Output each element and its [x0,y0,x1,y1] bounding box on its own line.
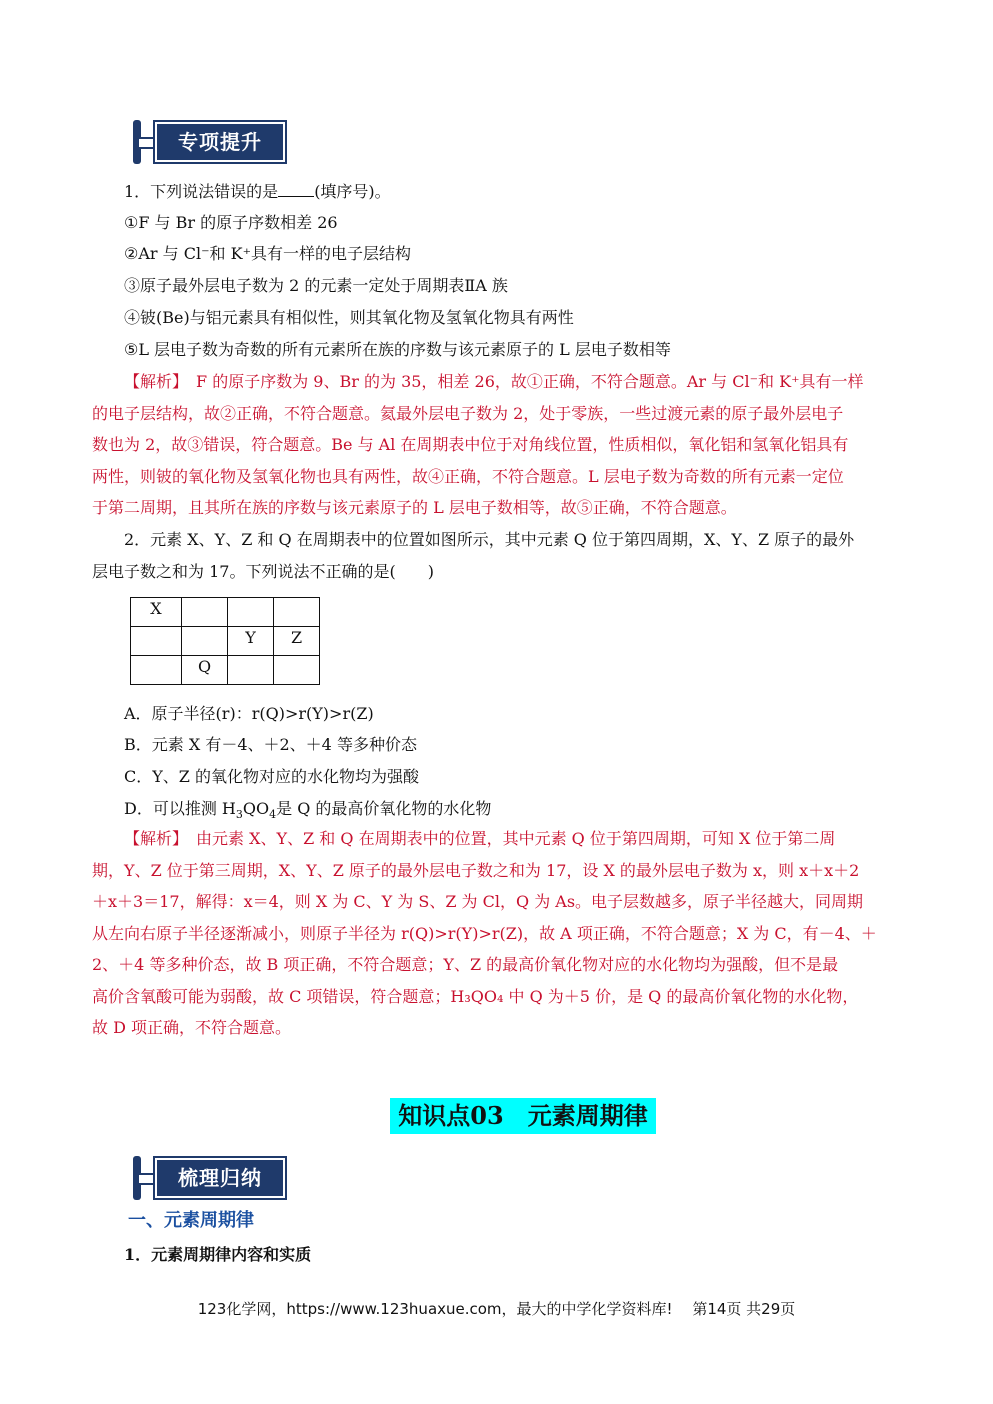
subsection-heading: 1．元素周期律内容和实质 [124,1245,312,1264]
q2-solution-line: 2、＋4 等多种价态，故 B 项正确，不符合题意；Y、Z 的最高价氧化物对应的水化物均为强酸，但不是最 [92,955,839,974]
badge-label: 梳理归纳 [153,1156,287,1200]
badge-label: 专项提升 [153,120,287,164]
q1-solution-line: 【解析】 F 的原子序数为 9、Br 的为 35，相差 26，故①正确，不符合题意。Ar 与 Cl⁻和 K⁺具有一样 [124,372,864,391]
table-cell: Q [182,656,228,685]
table-cell [182,627,228,656]
table-cell [131,627,182,656]
q1-solution-line: 的电子层结构，故②正确，不符合题意。氦最外层电子数为 2，处于零族，一些过渡元素的原子最外层电子 [92,403,844,423]
q2-option-c: C．Y、Z 的氧化物对应的水化物均为强酸 [124,767,420,786]
q1-option-4: ④铍(Be)与铝元素具有相似性，则其氧化物及氢氧化物具有两性 [124,308,574,327]
q1-solution-line: 两性，则铍的氧化物及氢氧化物也具有两性，故④正确，不符合题意。L 层电子数为奇数的所有元素一定位 [92,466,844,486]
q1-option-2: ②Ar 与 Cl⁻和 K⁺具有一样的电子层结构 [124,244,412,263]
table-cell [182,598,228,627]
q2-stem-line1: 2．元素 X、Y、Z 和 Q 在周期表中的位置如图所示，其中元素 Q 位于第四周期，X、Y、Z 原子的最外 [124,530,855,549]
table-cell: Y [228,627,274,656]
q2-option-b: B．元素 X 有－4、＋2、＋4 等多种价态 [124,735,417,754]
q2-solution-line: 【解析】 由元素 X、Y、Z 和 Q 在周期表中的位置，其中元素 Q 位于第四周期，可知 X 位于第二周 [124,829,836,848]
periodic-table-fragment [130,597,320,685]
table-cell: Z [274,627,320,656]
q2-solution-line: 从左向右原子半径逐渐减小，则原子半径为 r(Q)>r(Y)>r(Z)，故 A 项正确，不符合题意；X 为 C，有－4、＋ [92,923,877,943]
q1-solution-line: 于第二周期，且其所在族的序数与该元素原子的 L 层电子数相等，故⑤正确，不符合题意。 [92,498,737,517]
q1-stem-end: (填序号)。 [314,182,391,201]
q1-stem [124,180,391,204]
q1-solution-line: 数也为 2，故③错误，符合题意。Be 与 Al 在周期表中位于对角线位置，性质相似，氧化铝和氢氧化铝具有 [92,435,849,454]
q2-solution [92,823,902,1044]
q1-solution [92,366,902,524]
table-cell [228,598,274,627]
q1-option-5: ⑤L 层电子数为奇数的所有元素所在族的序数与该元素原子的 L 层电子数相等 [124,340,671,359]
table-cell [274,656,320,685]
q1-stem-text: 1．下列说法错误的是 [124,182,279,201]
q1-option-1: ①F 与 Br 的原子序数相差 26 [124,213,338,232]
solution-label: 【解析】 [124,829,181,848]
q2-option-d: D．可以推测 $H_3QO_4$是 Q 的最高价氧化物的水化物 [124,799,492,822]
section-heading: 一、元素周期律 [128,1210,254,1231]
q1-option-3: ③原子最外层电子数为 2 的元素一定处于周期表ⅡA 族 [124,276,508,295]
q2-stem-line2: 层电子数之和为 17。下列说法不正确的是( ) [92,562,434,581]
q2-solution-line: 故 D 项正确，不符合题意。 [92,1018,292,1037]
table-cell [228,656,274,685]
q2-solution-line: ＋x＋3＝17，解得：x＝4，则 X 为 C、Y 为 S、Z 为 Cl，Q 为 As。电子层数越多，原子半径越大，同周期 [92,892,864,911]
page-footer: 123化学网，https://www.123huaxue.com，最大的中学化学资料库! 第14页 共29页 [197,1300,796,1318]
solution-label: 【解析】 [124,372,181,391]
table-cell [131,656,182,685]
q2-solution-line: 期，Y、Z 位于第三周期，X、Y、Z 原子的最外层电子数之和为 17，设 X 的最外层电子数为 x，则 x＋x＋2 [92,860,860,880]
table-cell: X [131,598,182,627]
answer-blank [278,182,314,197]
q2-option-a: A．原子半径(r)：r(Q)>r(Y)>r(Z) [124,704,374,723]
table-cell [274,598,320,627]
q2-solution-line: 高价含氧酸可能为弱酸，故 C 项错误，符合题意；H₃QO₄ 中 Q 为＋5 价，是 Q 的最高价氧化物的水化物， [92,986,859,1006]
knowledge-point-title: 知识点03 元素周期律 [390,1098,656,1134]
